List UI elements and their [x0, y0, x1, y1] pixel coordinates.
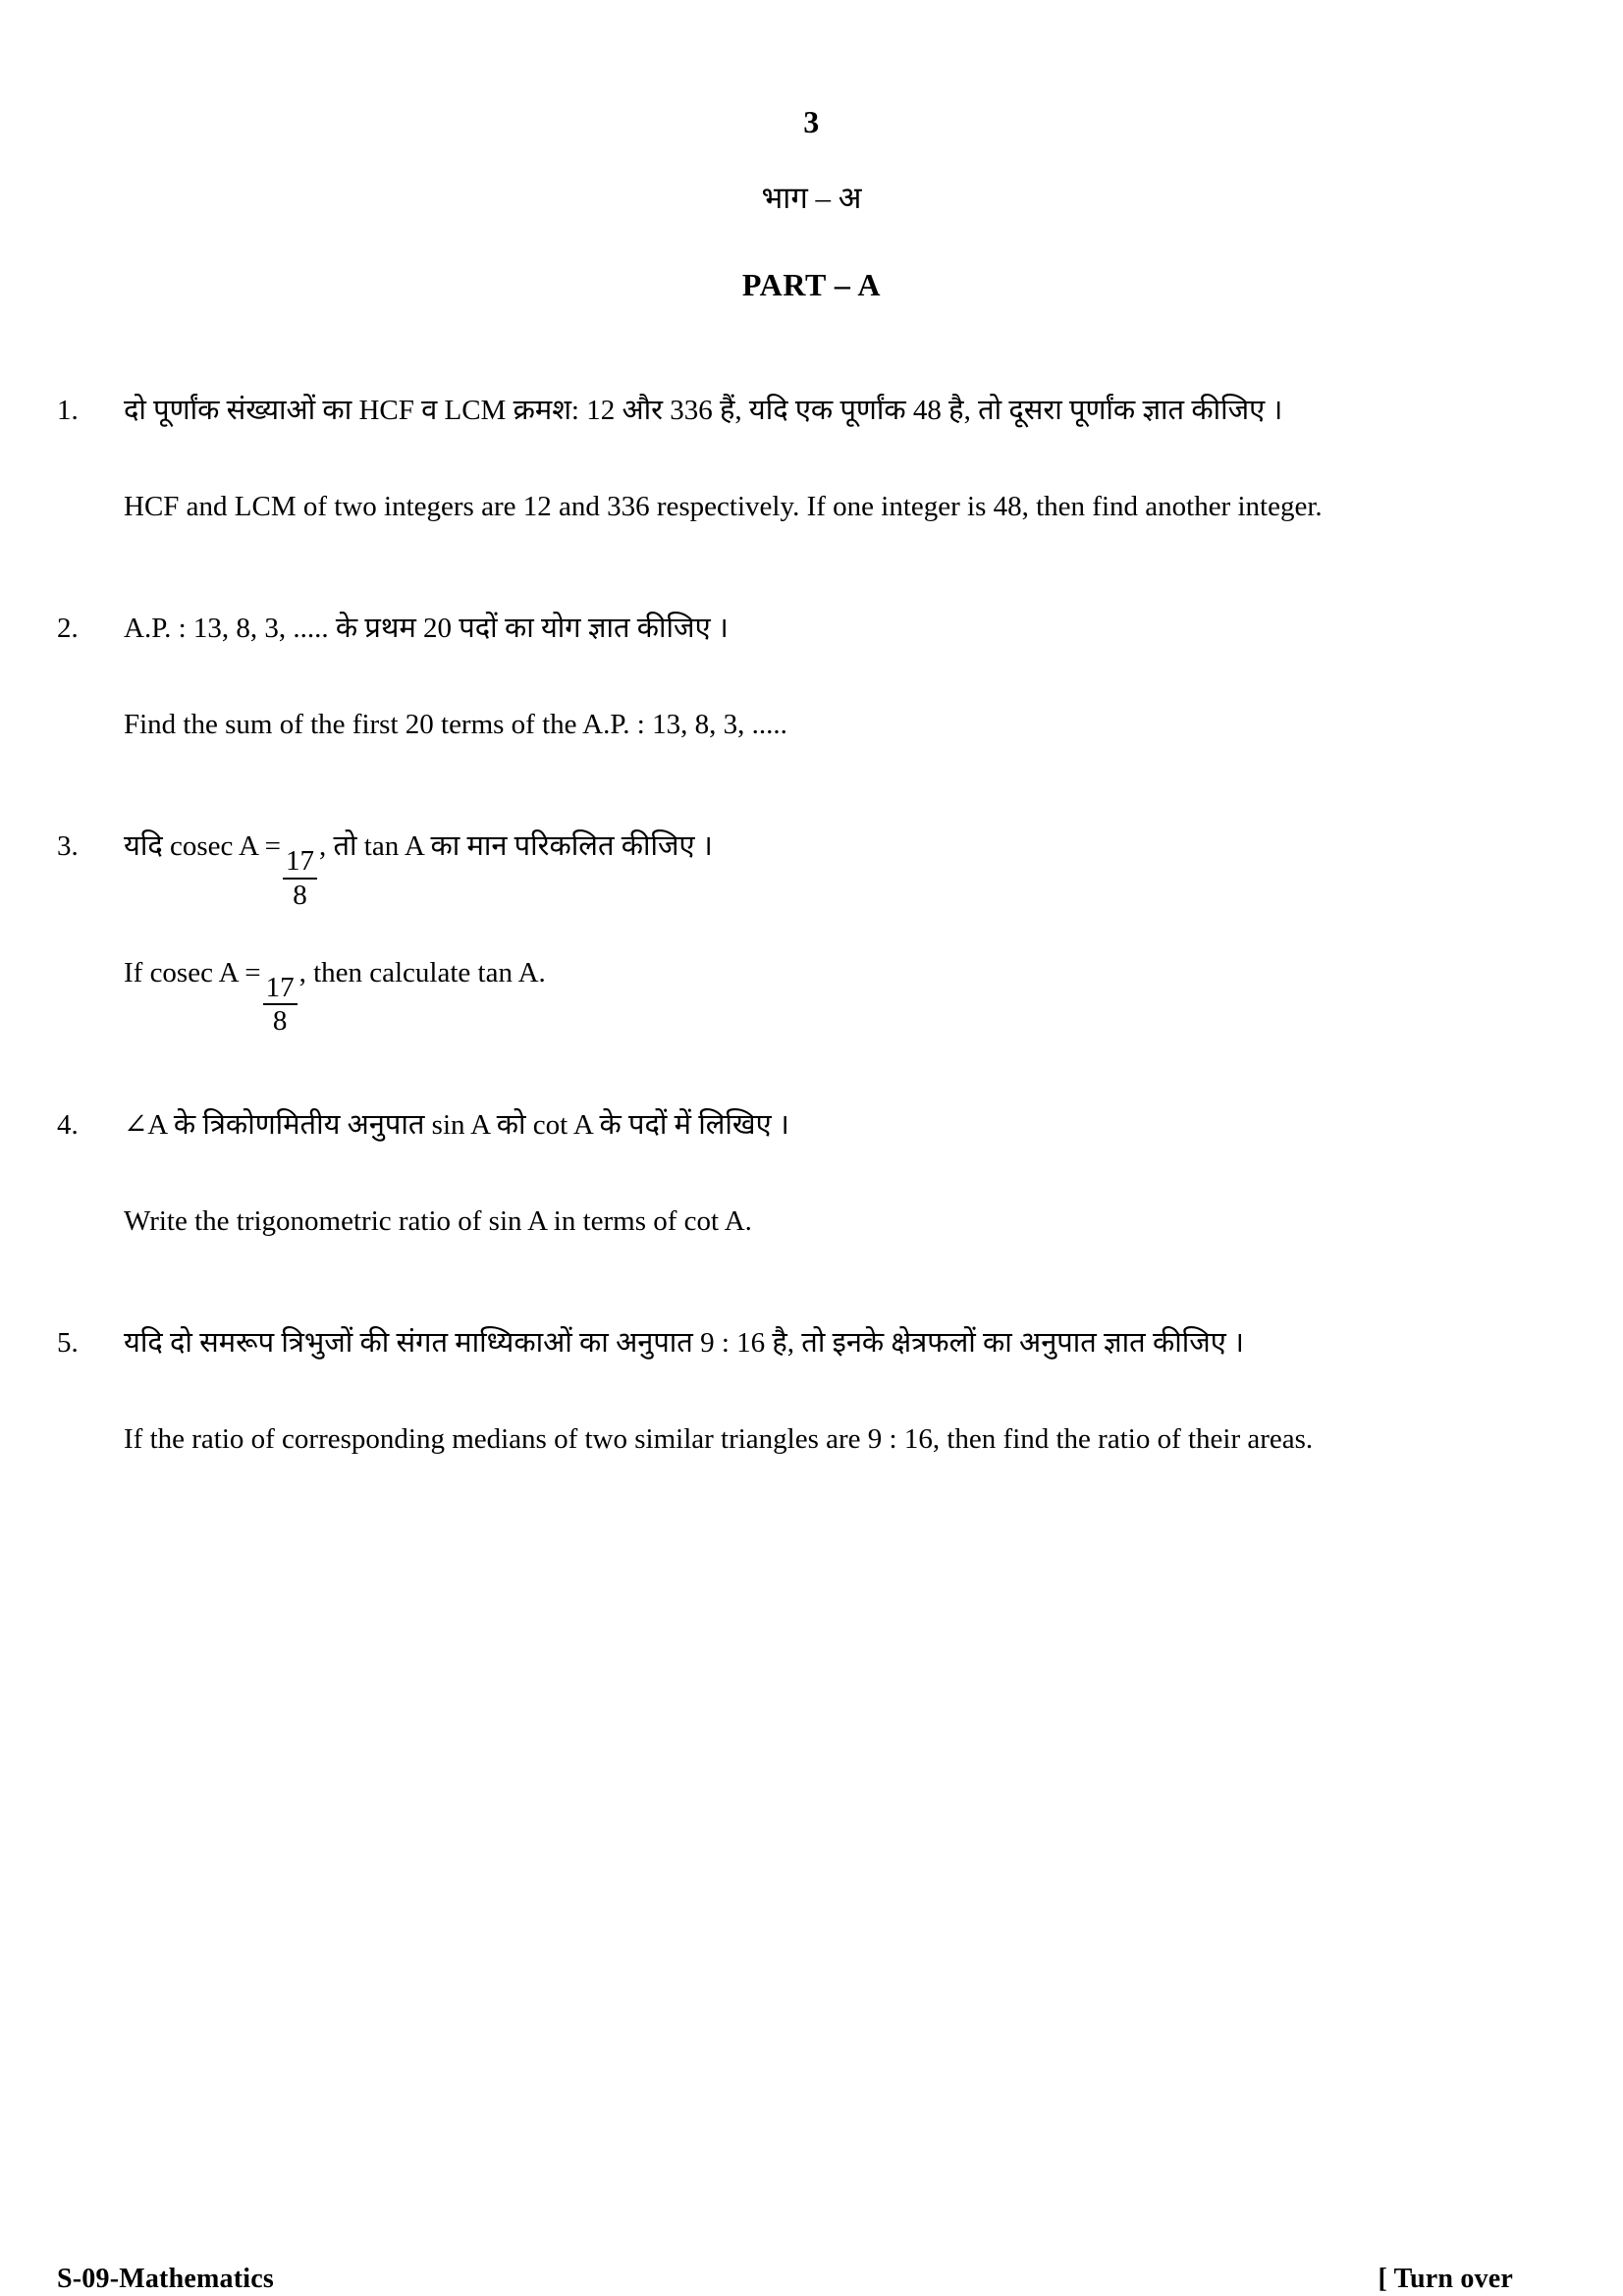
- question-number-1: 1.: [57, 395, 79, 426]
- question-text-hindi-2: A.P. : 13, 8, 3, ..... के प्रथम 20 पदों का योग ज्ञात कीजिए ।: [124, 613, 729, 644]
- question-item-2: [57, 595, 1513, 758]
- page-footer: [57, 2264, 1513, 2295]
- section-heading-hindi: भाग – अ: [761, 181, 862, 215]
- fraction-numerator: 17: [285, 845, 314, 878]
- question-text-english-2: Find the sum of the first 20 terms of the A.P. : 13, 8, 3, .....: [124, 709, 787, 740]
- question-text-hindi-3-after: , तो tan A का मान परिकलित कीजिए ।: [318, 830, 713, 862]
- question-text-hindi-3: [124, 813, 1513, 910]
- question-text-english-5: If the ratio of corresponding medians of two similar triangles are 9 : 16, then find the ratio of their areas.: [124, 1422, 1314, 1455]
- turn-over-label: [ Turn over: [1378, 2264, 1513, 2294]
- page-number: 3: [803, 104, 820, 139]
- question-body-2: [124, 595, 1513, 758]
- fraction-denominator: 8: [293, 879, 307, 911]
- question-number-5: 5.: [57, 1326, 79, 1359]
- question-text-hindi-4: ∠A के त्रिकोणमितीय अनुपात sin A को cot A के पदों में लिखिए ।: [124, 1108, 789, 1141]
- section-heading-english: PART – A: [741, 267, 882, 302]
- question-text-hindi-5: यदि दो समरूप त्रिभुजों की संगत माध्यिकाओं का अनुपात 9 : 16 है, तो इनके क्षेत्रफलों का अनुपात ज्ञात कीजिए ।: [124, 1326, 1245, 1359]
- fraction-numerator: 17: [265, 972, 295, 1004]
- question-item-5: [57, 1309, 1513, 1472]
- question-text-hindi-1: दो पूर्णांक संख्याओं का HCF व LCM क्रमश: 12 और 336 हैं, यदि एक पूर्णांक 48 है, तो दूसरा पूर्णांक ज्ञात कीजिए ।: [124, 395, 1283, 426]
- question-text-english-1: HCF and LCM of two integers are 12 and 336 respectively. If one integer is 48, then find another integer.: [124, 491, 1323, 522]
- question-text-english-3: [124, 939, 1513, 1037]
- question-list: [0, 377, 1623, 1472]
- fraction-denominator: 8: [272, 1005, 288, 1038]
- question-text-english-4: Write the trigonometric ratio of sin A in terms of cot A.: [124, 1204, 752, 1237]
- question-body-3: [124, 813, 1513, 1037]
- question-body-1: [124, 377, 1513, 540]
- question-body-5: [124, 1309, 1513, 1472]
- question-text-english-3-after: , then calculate tan A.: [298, 956, 546, 988]
- question-number-4: 4.: [57, 1108, 79, 1141]
- question-item-4: [57, 1092, 1513, 1255]
- question-body-4: [124, 1092, 1513, 1255]
- question-item-3: [57, 813, 1513, 1037]
- paper-code: S-09-Mathematics: [57, 2264, 274, 2294]
- fraction-17-over-8-english: [263, 973, 298, 1037]
- fraction-17-over-8-hindi: [283, 846, 317, 910]
- cosec-expression-hindi: [124, 830, 319, 911]
- question-number-2: 2.: [57, 613, 79, 644]
- question-number-3: 3.: [57, 830, 79, 862]
- question-text-hindi-3-before: यदि cosec A =: [124, 830, 281, 862]
- question-item-1: [57, 377, 1513, 540]
- question-text-english-3-before: If cosec A =: [124, 956, 261, 988]
- cosec-expression-english: [124, 956, 299, 1038]
